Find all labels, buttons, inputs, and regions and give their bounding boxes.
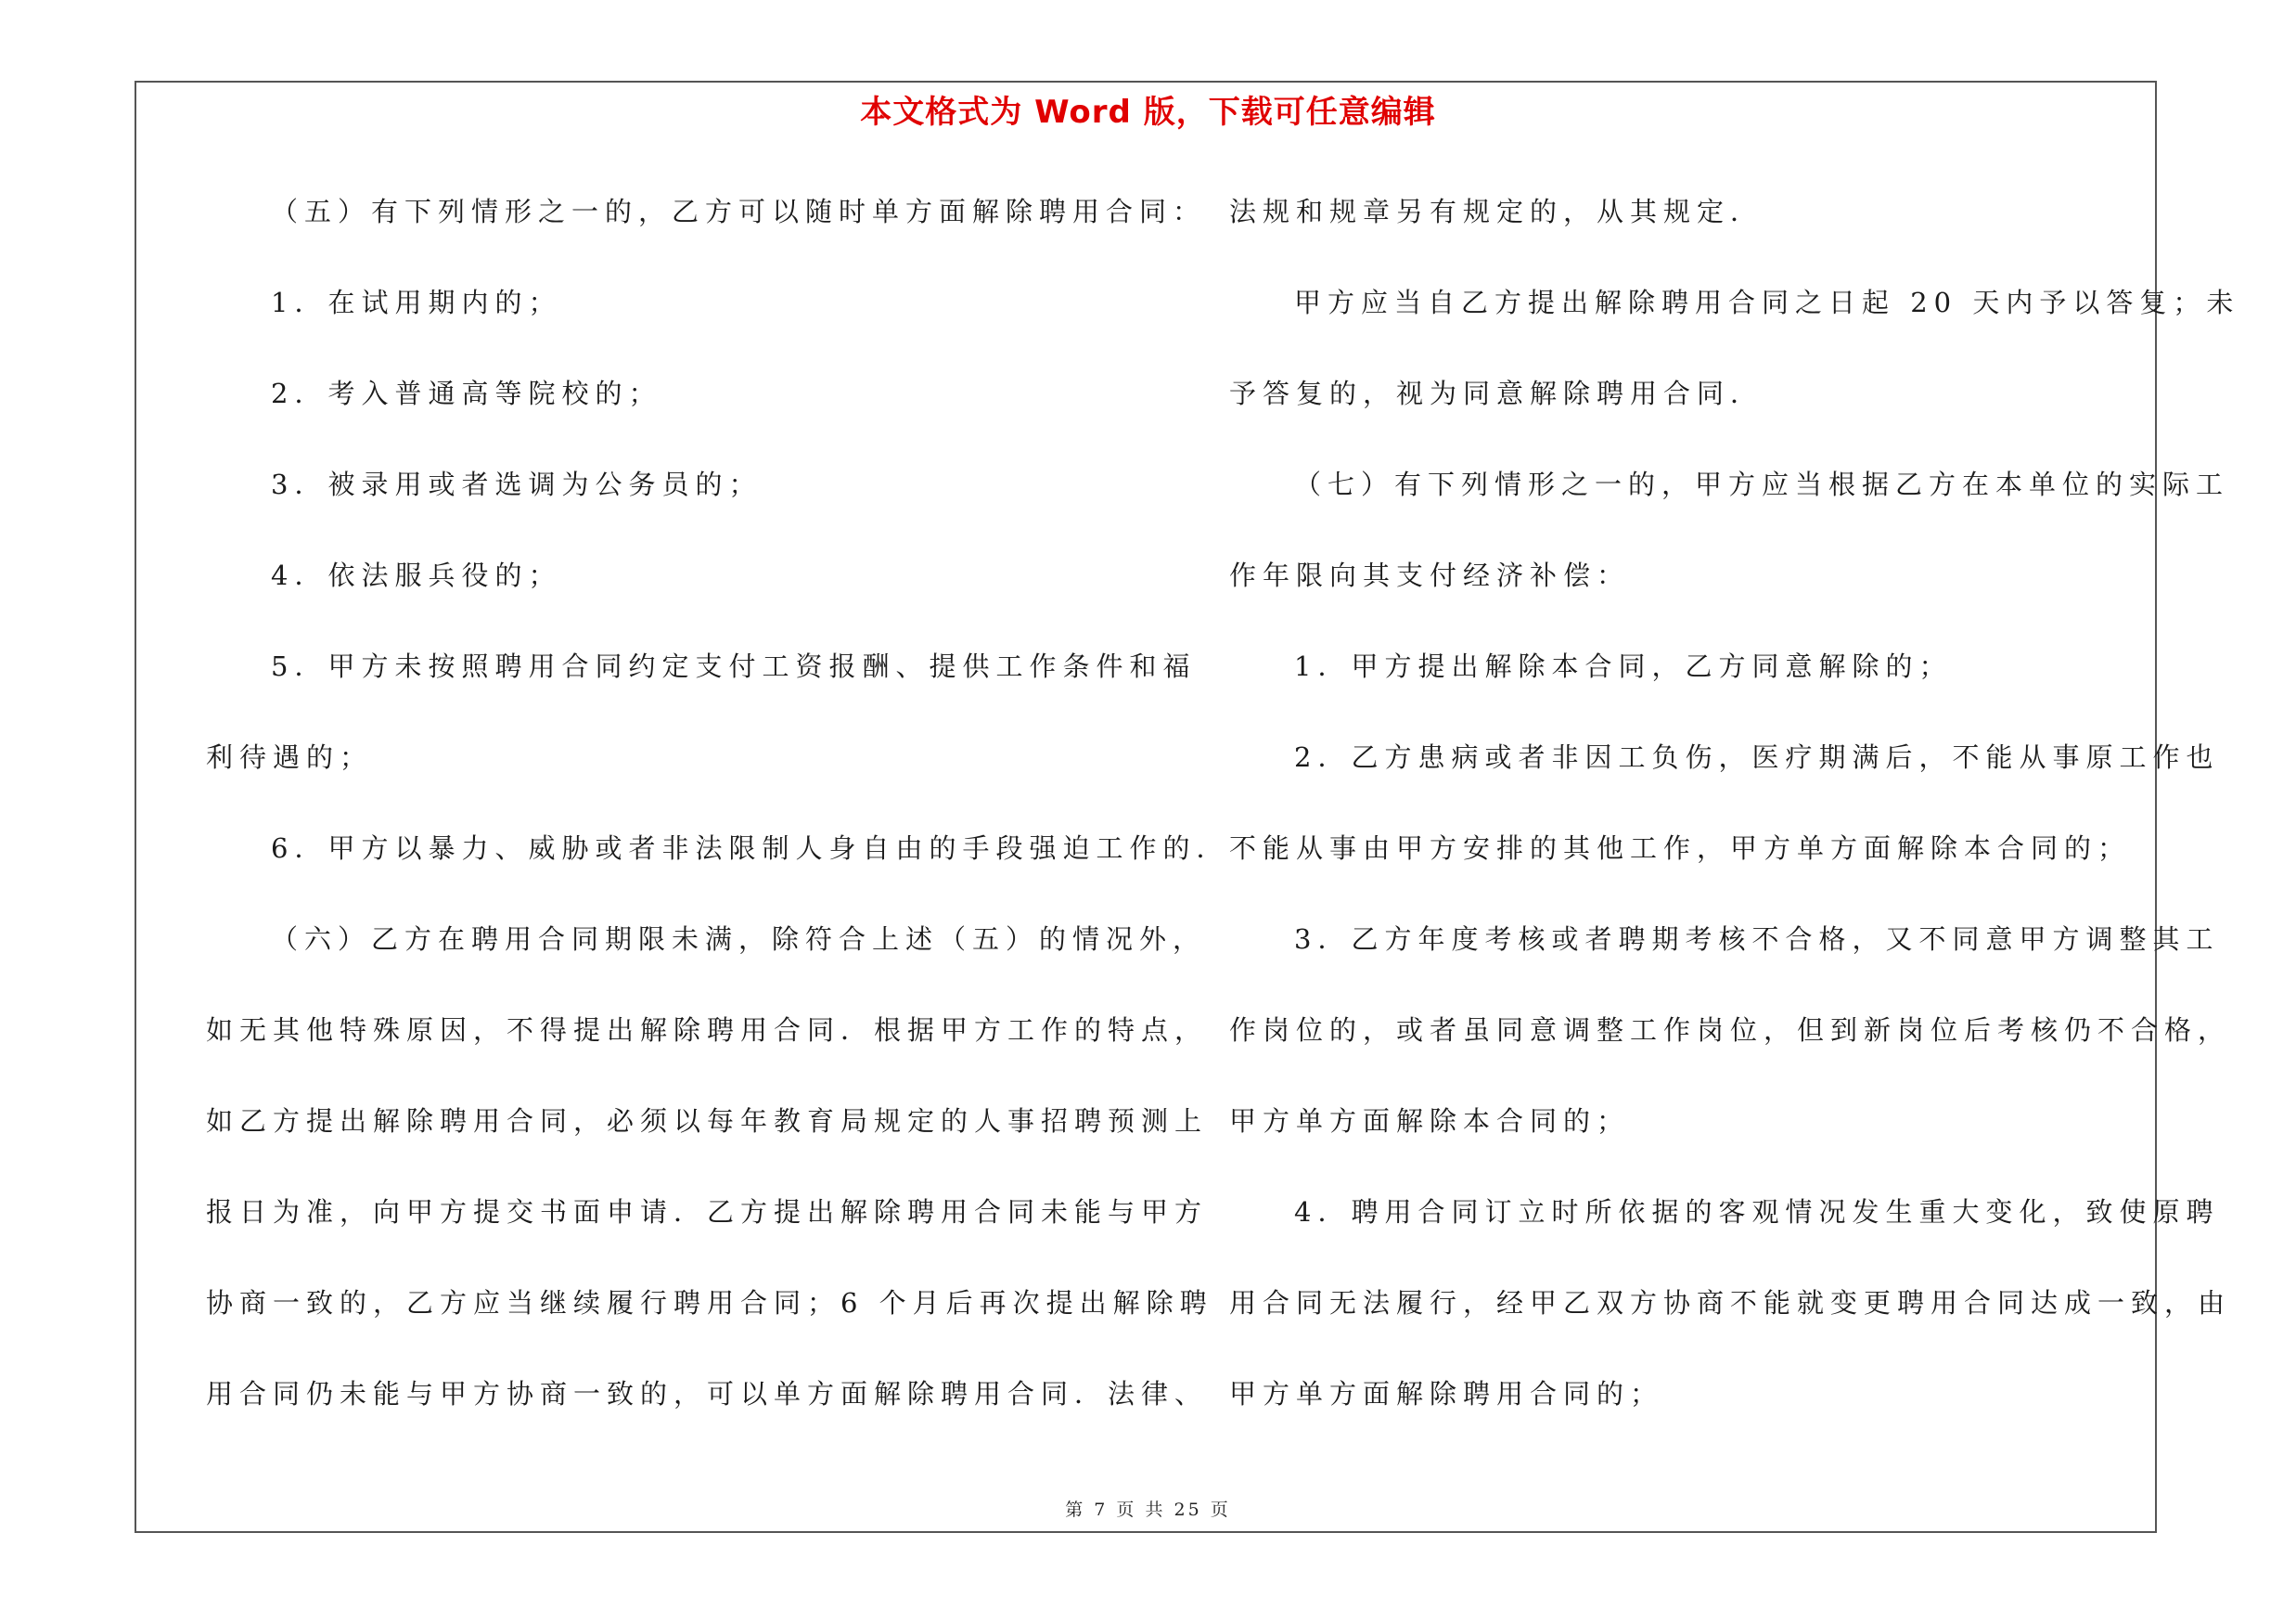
text-line: 6．甲方以暴力、威胁或者非法限制人身自由的手段强迫工作的．	[271, 832, 1230, 864]
text-line: 不能从事由甲方安排的其他工作，甲方单方面解除本合同的；	[1229, 832, 2132, 864]
text-line: 作年限向其支付经济补偿：	[1229, 560, 1631, 591]
text-line: 2．考入普通高等院校的；	[271, 378, 662, 409]
left-text-column	[206, 184, 1230, 1457]
text-line: 报日为准，向甲方提交书面申请．乙方提出解除聘用合同未能与甲方	[206, 1196, 1209, 1228]
text-line: 作岗位的，或者虽同意调整工作岗位，但到新岗位后考核仍不合格，	[1229, 1014, 2232, 1046]
text-line: 甲方应当自乙方提出解除聘用合同之日起 20 天内予以答复；未	[1294, 287, 2240, 318]
text-line: 5．甲方未按照聘用合同约定支付工资报酬、提供工作条件和福	[271, 650, 1197, 682]
format-notice-banner: 本文格式为 Word 版，下载可任意编辑	[860, 94, 1436, 131]
text-line: 用合同仍未能与甲方协商一致的，可以单方面解除聘用合同．法律、	[206, 1378, 1209, 1410]
text-line: 4．聘用合同订立时所依据的客观情况发生重大变化，致使原聘	[1294, 1196, 2220, 1228]
text-line: （七）有下列情形之一的，甲方应当根据乙方在本单位的实际工	[1294, 469, 2230, 500]
text-line: 利待遇的；	[206, 741, 374, 773]
text-line: 如乙方提出解除聘用合同，必须以每年教育局规定的人事招聘预测上	[206, 1105, 1209, 1137]
text-line: 甲方单方面解除聘用合同的；	[1229, 1378, 1664, 1410]
text-line: 协商一致的，乙方应当继续履行聘用合同；6 个月后再次提出解除聘	[206, 1287, 1213, 1319]
text-line: （五）有下列情形之一的，乙方可以随时单方面解除聘用合同：	[271, 196, 1207, 227]
text-line: 2．乙方患病或者非因工负伤，医疗期满后，不能从事原工作也	[1294, 741, 2220, 773]
text-line: 法规和规章另有规定的，从其规定．	[1229, 196, 1764, 227]
text-line: 如无其他特殊原因，不得提出解除聘用合同．根据甲方工作的特点，	[206, 1014, 1209, 1046]
text-line: （六）乙方在聘用合同期限未满，除符合上述（五）的情况外，	[271, 923, 1207, 955]
text-line: 4．依法服兵役的；	[271, 560, 562, 591]
text-line: 1．甲方提出解除本合同，乙方同意解除的；	[1294, 650, 1953, 682]
text-line: 予答复的，视为同意解除聘用合同．	[1229, 378, 1764, 409]
right-text-column	[1229, 184, 2240, 1457]
text-line: 甲方单方面解除本合同的；	[1229, 1105, 1631, 1137]
page-number-footer: 第 7 页 共 25 页	[1065, 1500, 1231, 1520]
text-line: 3．乙方年度考核或者聘期考核不合格，又不同意甲方调整其工	[1294, 923, 2220, 955]
text-line: 用合同无法履行，经甲乙双方协商不能就变更聘用合同达成一致，由	[1229, 1287, 2232, 1319]
text-line: 3．被录用或者选调为公务员的；	[271, 469, 763, 500]
text-line: 1．在试用期内的；	[271, 287, 562, 318]
